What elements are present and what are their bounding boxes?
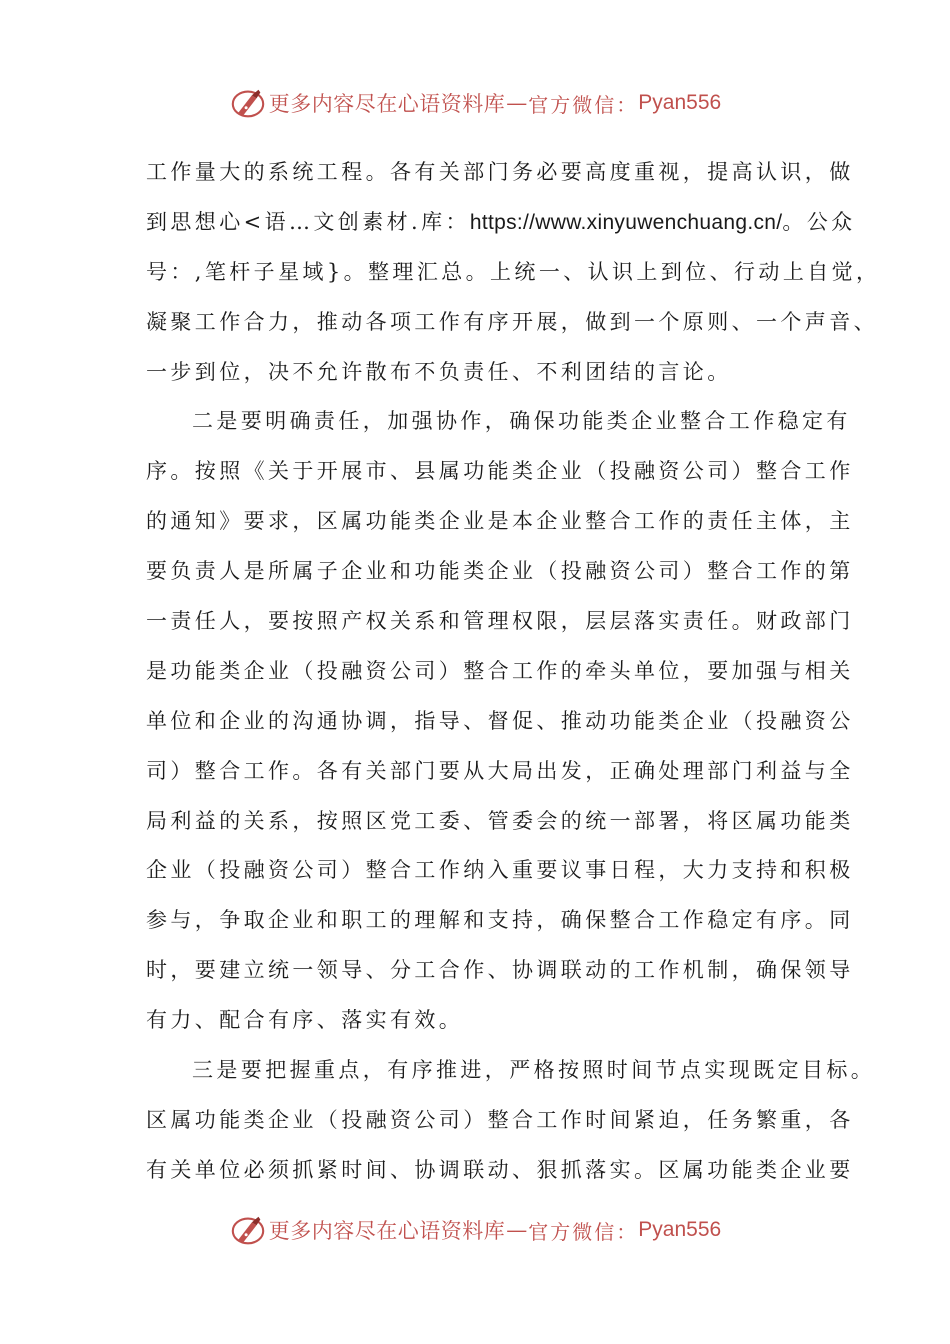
body-line: 企业（投融资公司）整合工作纳入重要议事日程，大力支持和积极 xyxy=(146,858,854,883)
banner-dash: — xyxy=(506,1218,528,1242)
paragraph-start-line: 二是要明确责任，加强协作，确保功能类企业整合工作稳定有 xyxy=(192,409,851,434)
body-line: 号：,笔杆子星域}。整理汇总。上统一、认识上到位、行动上自觉， xyxy=(146,259,881,284)
banner-title: 更多内容尽在心语资料库 xyxy=(268,1219,506,1243)
body-line: 参与，争取企业和职工的理解和支持，确保整合工作稳定有序。同 xyxy=(146,908,854,933)
paragraph-start-line: 三是要把握重点，有序推进，严格按照时间节点实现既定目标。 xyxy=(192,1058,876,1083)
body-line: 局利益的关系，按照区党工委、管委会的统一部署，将区属功能类 xyxy=(146,808,854,833)
body-line: 要负责人是所属子企业和功能类企业（投融资公司）整合工作的第 xyxy=(146,559,854,584)
body-line: 司）整合工作。各有关部门要从大局出发，正确处理部门利益与全 xyxy=(146,758,854,783)
body-line: 时，要建立统一领导、分工合作、协调联动的工作机制，确保领导 xyxy=(146,958,854,983)
body-line: 有关单位必须抓紧时间、协调联动、狠抓落实。区属功能类企业要 xyxy=(146,1157,854,1182)
banner-wechat-label: 官方微信： xyxy=(528,1219,639,1244)
header-banner xyxy=(0,83,950,123)
body-line: 一步到位，决不允许散布不负责任、不利团结的言论。 xyxy=(146,359,732,384)
body-line: 有力、配合有序、落实有效。 xyxy=(146,1008,464,1033)
website-link[interactable]: https://www.xinyuwenchuang.cn/ xyxy=(469,210,783,234)
body-line: 凝聚工作合力，推动各项工作有序开展，做到一个原则、一个声音、 xyxy=(146,309,878,334)
pen-nib-logo-icon xyxy=(229,84,267,122)
body-line-text: 到思想心<语…文创素材.库： xyxy=(146,209,470,234)
pen-nib-logo-icon xyxy=(229,1211,267,1249)
body-line: 的通知》要求，区属功能类企业是本企业整合工作的责任主体，主 xyxy=(146,509,854,534)
banner-wechat-id: Pyan556 xyxy=(638,1218,722,1241)
banner-wechat-label: 官方微信： xyxy=(528,92,639,117)
body-line: 一责任人，要按照产权关系和管理权限，层层落实责任。财政部门 xyxy=(146,609,854,634)
banner-title: 更多内容尽在心语资料库 xyxy=(268,92,506,116)
banner-dash: — xyxy=(506,91,528,115)
body-line: 序。按照《关于开展市、县属功能类企业（投融资公司）整合工作 xyxy=(146,459,854,484)
footer-banner xyxy=(0,1210,950,1250)
banner-wechat-id: Pyan556 xyxy=(638,91,722,114)
document-body xyxy=(146,148,881,1196)
body-line: 单位和企业的沟通协调，指导、督促、推动功能类企业（投融资公 xyxy=(146,708,854,733)
body-line: 工作量大的系统工程。各有关部门务必要高度重视，提高认识，做 xyxy=(146,160,854,184)
body-line: 是功能类企业（投融资公司）整合工作的牵头单位，要加强与相关 xyxy=(146,658,854,683)
body-line: 区属功能类企业（投融资公司）整合工作时间紧迫，任务繁重，各 xyxy=(146,1107,854,1132)
body-line xyxy=(146,198,856,248)
body-line-text: 。公众 xyxy=(782,209,856,234)
